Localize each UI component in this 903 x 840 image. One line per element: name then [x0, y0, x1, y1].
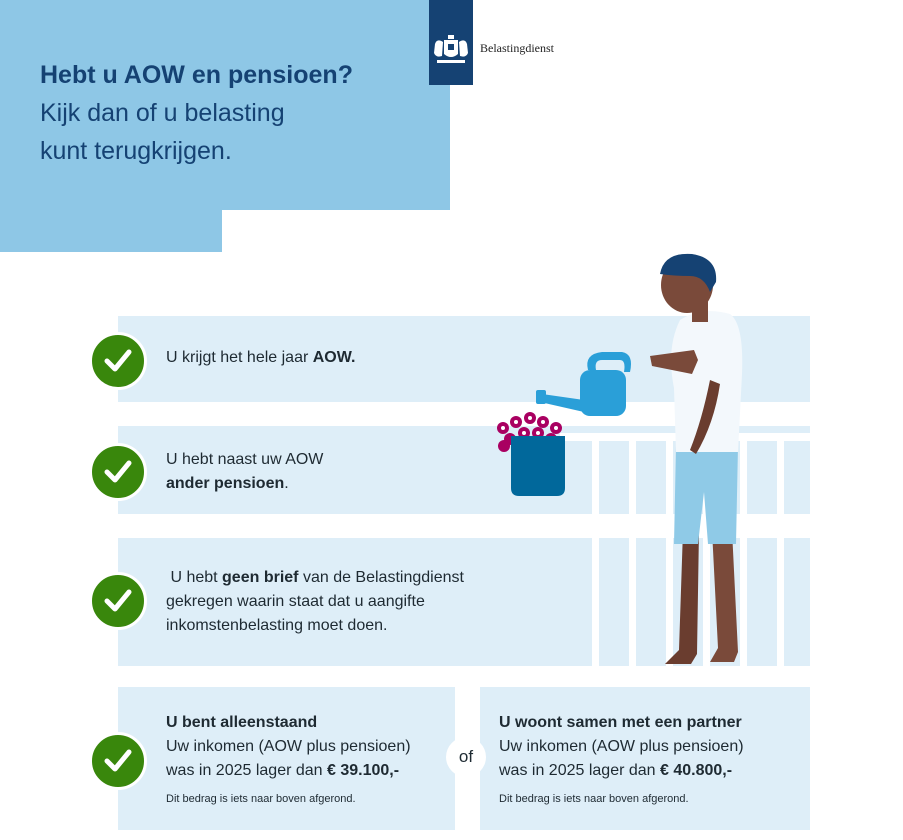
- option-single-amount: € 39.100,-: [327, 762, 400, 779]
- page-subtitle-line-1: Kijk dan of u belasting: [40, 99, 285, 127]
- page-subtitle-line-2: kunt terugkrijgen.: [40, 137, 232, 165]
- condition-3-line-2: gekregen waarin staat dat u aangifte: [166, 593, 425, 610]
- watering-can: [536, 352, 631, 416]
- condition-3-text: U hebt: [166, 569, 223, 586]
- condition-text-2: [166, 448, 323, 496]
- checkmark-icon: [89, 332, 147, 390]
- option-partner-amount: € 40.800,-: [660, 762, 733, 779]
- option-partner-note: Dit bedrag is iets naar boven afgerond.: [499, 793, 689, 805]
- option-single-note: Dit bedrag is iets naar boven afgerond.: [166, 793, 356, 805]
- headline: [40, 56, 353, 170]
- option-single-line-2: was in 2025 lager dan: [166, 762, 327, 779]
- condition-3-line-3: inkomstenbelasting moet doen.: [166, 617, 388, 634]
- flower-pot: [511, 436, 565, 496]
- option-partner-heading: U woont samen met een partner: [499, 714, 742, 731]
- or-separator: of: [446, 737, 486, 777]
- option-partner-text: [499, 711, 744, 809]
- royal-coat-of-arms-icon: [429, 0, 473, 85]
- condition-2-line-1: U hebt naast uw AOW: [166, 451, 324, 468]
- page-title: Hebt u AOW en pensioen?: [40, 61, 353, 89]
- checkmark-icon: [89, 443, 147, 501]
- option-partner-line-1: Uw inkomen (AOW plus pensioen): [499, 738, 744, 755]
- condition-1-bold: AOW: [312, 349, 351, 366]
- condition-3-rest: van de Belastingdienst: [298, 569, 464, 586]
- man-watering-plant-illustration: [480, 250, 810, 670]
- hero-banner-tab: [0, 210, 222, 252]
- logo-band: [429, 0, 473, 85]
- condition-text-1: [166, 346, 355, 370]
- option-single-line-1: Uw inkomen (AOW plus pensioen): [166, 738, 411, 755]
- checkmark-icon: [89, 572, 147, 630]
- checkmark-icon: [89, 732, 147, 790]
- condition-text-3: [166, 566, 464, 638]
- option-single-heading: U bent alleenstaand: [166, 714, 318, 731]
- option-partner-line-2: was in 2025 lager dan: [499, 762, 660, 779]
- condition-1-text: U krijgt het hele jaar: [166, 349, 313, 366]
- condition-2-bold: ander pensioen: [166, 475, 285, 492]
- logo-text: Belastingdienst: [480, 41, 554, 55]
- condition-3-bold: geen brief: [222, 569, 299, 586]
- condition-1-period: .: [350, 349, 356, 366]
- condition-2-period: .: [284, 475, 289, 492]
- option-single-text: [166, 711, 411, 809]
